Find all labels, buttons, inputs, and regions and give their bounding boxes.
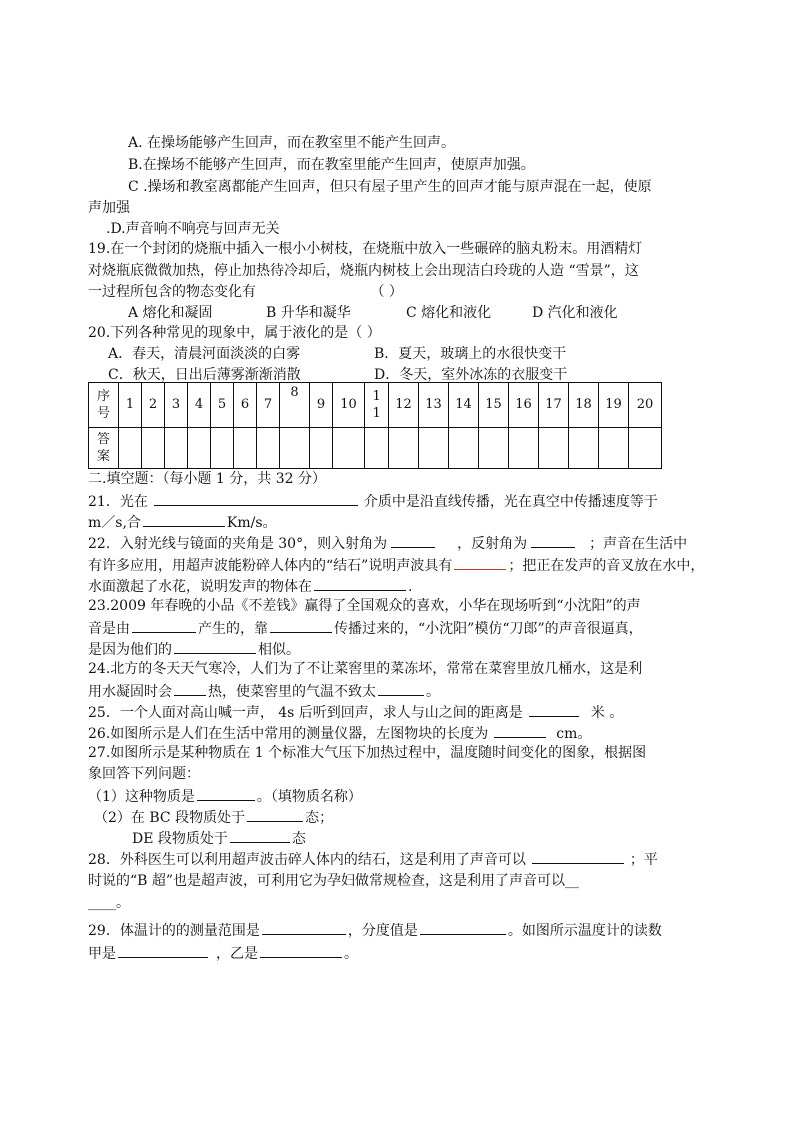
q24-text-c: 热，使菜窖里的气温不致太 — [208, 684, 376, 700]
q18-option-d: .D.声音响不响亮与回声无关 — [106, 221, 280, 237]
q28-blank-energy[interactable] — [532, 849, 624, 864]
answer-cell[interactable] — [629, 428, 662, 469]
table-number-cell — [629, 383, 662, 428]
table-number: 6 — [240, 397, 250, 412]
q27-line2: 象回答下列问题： — [88, 766, 200, 782]
table-number: 3 — [171, 397, 181, 412]
table-number: 14 — [455, 397, 472, 412]
q23-text-e: 是因为他们的 — [88, 642, 172, 658]
q24-blank-low[interactable] — [378, 681, 424, 696]
q21-text-a: 21．光在 — [88, 494, 148, 510]
q29-text-c: 。如图所示温度计的读数 — [507, 923, 662, 939]
q25-text-a: 25．一个人面对高山喊一声， 4s 后听到回声，求人与山之间的距离是 — [88, 705, 523, 721]
answer-cell[interactable] — [211, 428, 234, 469]
q19-option-d: D 汽化和液化 — [532, 305, 618, 321]
table-number: 5 — [217, 397, 227, 412]
q29-line2 — [88, 943, 358, 963]
table-number-cell — [449, 383, 479, 428]
q20-option-d: D．冬天，室外冰冻的衣服变干 — [374, 367, 568, 383]
table-number: 16 — [515, 397, 532, 412]
q22-line2 — [88, 555, 704, 575]
q22-blank-vibration[interactable] — [314, 576, 406, 591]
table-number: 15 — [485, 397, 502, 412]
q19-stem-line2: 对烧瓶底微微加热，停止加热待冷却后，烧瓶内树枝上会出现洁白玲珑的人造 “雪景”，这 — [88, 263, 639, 279]
table-number-cell — [389, 383, 419, 428]
q29-line1 — [88, 920, 662, 940]
q19-option-b: B 升华和凝华 — [266, 305, 351, 321]
q23-line3 — [88, 639, 300, 659]
q27-sub3 — [132, 828, 306, 848]
q27-sub2 — [94, 807, 333, 827]
q20-option-b: B．夏天，玻璃上的水很快变干 — [374, 346, 567, 362]
table-header-label-cell — [89, 383, 119, 428]
table-number-cell — [569, 383, 599, 428]
q22-line3 — [88, 576, 412, 596]
table-number: 2 — [148, 397, 158, 412]
q22-blank-reflection[interactable] — [531, 533, 575, 548]
q27-blank-de-state[interactable] — [230, 828, 290, 843]
answer-cell[interactable] — [599, 428, 629, 469]
q18-option-c-line1: C .操场和教室离都能产生回声，但只有屋子里产生的回声才能与原声混在一起，使原 — [128, 179, 652, 195]
q27-line1: 27.如图所示是某种物质在 1 个标准大气压下加热过程中，温度随时间变化的图象，根据图 — [88, 745, 647, 761]
q22-text-f: 水面激起了水花，说明发声的物体在 — [88, 579, 312, 595]
q22-text-e: ；把正在发声的音叉放在水中， — [508, 558, 705, 574]
q26-text-b: cm。 — [556, 726, 592, 742]
answer-cell[interactable] — [569, 428, 599, 469]
q18-option-a: A. 在操场能够产生回声，而在教室里不能产生回声。 — [128, 135, 456, 151]
q27-blank-substance[interactable] — [197, 786, 255, 801]
q29-blank-reading-a[interactable] — [118, 943, 208, 958]
q23-text-d: 传播过来的，“小沈阳”模仿“刀郎”的声音很逼真， — [334, 621, 643, 637]
q28-line3: ____。 — [88, 895, 130, 911]
answer-cell[interactable] — [280, 428, 310, 469]
q26-blank-length[interactable] — [494, 723, 546, 738]
table-number: 20 — [636, 397, 654, 412]
table-number-cell — [539, 383, 569, 428]
q28-text-b: ；平 — [629, 852, 658, 868]
q24-line2 — [88, 681, 440, 701]
q29-blank-reading-b[interactable] — [260, 943, 342, 958]
table-number-cell — [165, 383, 188, 428]
q20-stem: 20.下列各种常见的现象中，属于液化的是（ ） — [88, 325, 381, 341]
q21-line2 — [88, 512, 277, 532]
q19-stem-line1: 19.在一个封闭的烧瓶中插入一根小小树枝，在烧瓶中放入一些碾碎的脑丸粉末。用酒精灯 — [88, 241, 643, 257]
q27-sub1 — [88, 786, 362, 806]
q22-text-d: 有许多应用，用超声波能粉碎人体内的“结石”说明声波具有 — [88, 558, 453, 574]
table-number-cell — [509, 383, 539, 428]
q21-blank-speed[interactable] — [143, 512, 225, 527]
answer-cell[interactable] — [479, 428, 509, 469]
table-number-cell — [333, 383, 365, 428]
table-number: 11 — [372, 389, 381, 421]
table-number: 9 — [316, 397, 326, 412]
q19-stem-line3 — [88, 283, 403, 301]
q23-text-b: 音是由 — [88, 621, 130, 637]
q29-text-f: 。 — [344, 946, 358, 962]
table-number-cell — [599, 383, 629, 428]
table-number: 12 — [395, 397, 412, 412]
q29-text-a: 29．体温计的的测量范围是 — [88, 923, 260, 939]
table-number-cell — [310, 383, 333, 428]
answer-cell[interactable] — [389, 428, 419, 469]
q21-text-c: m／s,合 — [88, 515, 141, 531]
answer-cell[interactable] — [419, 428, 449, 469]
q27-text-e1: DE 段物质处于 — [132, 831, 228, 847]
answer-cell[interactable] — [449, 428, 479, 469]
table-number-cell — [188, 383, 211, 428]
section2-title: 二.填空题：（每小题 1 分，共 32 分） — [88, 471, 326, 487]
q22-line1 — [88, 533, 687, 553]
table-header-label: 序号 — [96, 389, 110, 421]
q22-text-c: ；声音在生活中 — [589, 536, 688, 552]
table-number-cell — [142, 383, 165, 428]
table-number-cell — [119, 383, 142, 428]
answer-cell[interactable] — [333, 428, 365, 469]
q26-text-a: 26.如图所示是人们在生活中常用的测量仪器，左图物块的长度为 — [88, 726, 489, 742]
q23-blank-timbre[interactable] — [174, 639, 256, 654]
q27-text-c1: （1）这种物质是 — [88, 789, 195, 805]
answer-cell[interactable] — [234, 428, 257, 469]
answer-cell[interactable] — [509, 428, 539, 469]
q23-line1: 23.2009 年春晚的小品《不差钱》赢得了全国观众的喜欢，小华在现场听到“小沈阳”的声 — [88, 598, 641, 614]
q21-line1 — [88, 491, 658, 511]
answer-cell[interactable] — [188, 428, 211, 469]
q22-text-b: ，反射角为 — [457, 536, 528, 552]
q20-option-c: C．秋天，日出后薄雾渐渐消散 — [108, 367, 301, 383]
q21-blank-medium[interactable] — [154, 491, 358, 506]
q19-options — [128, 304, 618, 322]
table-answer-label: 答案 — [96, 432, 110, 464]
q19-option-a: A 熔化和凝固 — [128, 305, 213, 321]
table-number-cell — [479, 383, 509, 428]
q24-text-b: 用水凝固时会 — [88, 684, 172, 700]
q28-line1 — [88, 849, 658, 869]
q25-line — [88, 702, 623, 722]
table-number-cell — [280, 383, 310, 428]
answer-cell[interactable] — [310, 428, 333, 469]
q24-line1: 24.北方的冬天天气寒冷，人们为了不让菜窖里的菜冻坏，常常在菜窖里放几桶水，这是利 — [88, 661, 643, 677]
q19-option-c: C 熔化和液化 — [406, 305, 492, 321]
answer-cell[interactable] — [365, 428, 389, 469]
q22-blank-energy[interactable] — [454, 555, 506, 570]
table-number-cell — [419, 383, 449, 428]
answer-cell[interactable] — [257, 428, 280, 469]
q27-blank-bc-state[interactable] — [247, 807, 303, 822]
table-number: 13 — [425, 397, 442, 412]
q29-blank-range[interactable] — [262, 920, 346, 935]
q29-text-d: 甲是 — [88, 946, 116, 962]
q26-line — [88, 723, 591, 743]
q23-text-c: 产生的，靠 — [198, 621, 268, 637]
q29-text-b: ，分度值是 — [347, 923, 418, 939]
q28-line2: 时说的“B 超”也是超声波，可利用它为孕妇做常规检查，这是利用了声音可以__ — [88, 873, 580, 889]
q19-answer-bracket: （ ） — [370, 284, 403, 300]
q24-blank-heat[interactable] — [174, 681, 206, 696]
answer-table — [88, 382, 662, 469]
q20-option-a: A．春天，清晨河面淡淡的白雾 — [108, 346, 301, 362]
q29-text-e: ，乙是 — [216, 946, 258, 962]
table-number: 19 — [605, 397, 622, 412]
table-number: 8 — [290, 385, 299, 400]
q21-text-b: 介质中是沿直线传播，光在真空中传播速度等于 — [363, 494, 658, 510]
table-number: 10 — [340, 397, 357, 412]
table-number-cell — [257, 383, 280, 428]
table-number: 1 — [125, 397, 135, 412]
q27-text-d1: （2）在 BC 段物质处于 — [94, 810, 246, 826]
q23-text-f: 相似。 — [258, 642, 300, 658]
q28-text-a: 28．外科医生可以利用超声波击碎人体内的结石，这是利用了声音可以 — [88, 852, 526, 868]
table-number-cell — [365, 383, 389, 428]
q21-text-d: Km/s。 — [226, 515, 277, 531]
table-number: 17 — [545, 397, 562, 412]
q25-blank-distance[interactable] — [529, 702, 579, 717]
answer-cell[interactable] — [165, 428, 188, 469]
q27-text-e2: 态 — [291, 831, 306, 847]
q23-line2 — [88, 618, 643, 638]
answer-cell[interactable] — [119, 428, 142, 469]
q23-blank-medium[interactable] — [270, 618, 332, 633]
q27-text-d2: 态； — [305, 810, 334, 826]
q22-blank-incidence[interactable] — [391, 533, 435, 548]
q19-stem-text: 一过程所包含的物态变化有 — [88, 284, 256, 300]
q27-text-c2: 。（填物质名称） — [256, 789, 362, 805]
answer-cell[interactable] — [142, 428, 165, 469]
q22-text-a: 22．入射光线与镜面的夹角是 30°，则入射角为 — [88, 536, 388, 552]
table-number-cell — [234, 383, 257, 428]
q23-blank-source[interactable] — [132, 618, 196, 633]
q29-blank-division[interactable] — [420, 920, 506, 935]
q20-options-row1 — [108, 345, 566, 363]
table-number-cell — [211, 383, 234, 428]
q22-text-g: . — [408, 579, 413, 595]
table-answer-label-cell — [89, 428, 119, 469]
q18-option-b: B.在操场不能够产生回声，而在教室里能产生回声，使原声加强。 — [128, 157, 535, 173]
table-number: 18 — [575, 397, 592, 412]
answer-cell[interactable] — [539, 428, 569, 469]
q25-text-b: 米 。 — [590, 705, 624, 721]
table-number: 4 — [194, 397, 204, 412]
table-number: 7 — [263, 397, 273, 412]
q18-option-c-line2: 声加强 — [88, 200, 130, 216]
q24-text-d: 。 — [426, 684, 440, 700]
